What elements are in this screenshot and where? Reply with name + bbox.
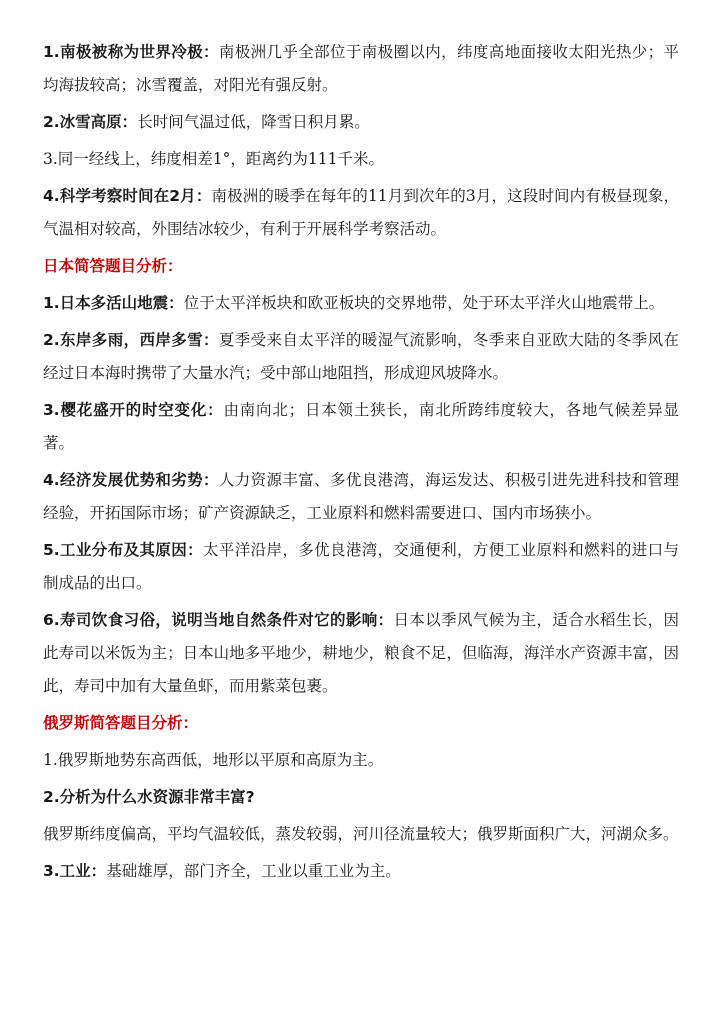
paragraph-text: 1.俄罗斯地势东高西低，地形以平原和高原为主。 — [43, 751, 384, 769]
paragraph-text: 南极洲的暖季在每年的11月到次年的3月，这段时间内有极昼现象，气温相对较高，外围结冰较少，有利于开展科学考察活动。 — [43, 187, 679, 238]
section-heading-japan: 日本简答题目分析： — [43, 257, 183, 275]
paragraph-lead: 4.科学考察时间在2月： — [43, 187, 212, 205]
paragraph-lead: 2.分析为什么水资源非常丰富? — [43, 788, 255, 806]
paragraph-text: 日本以季风气候为主，适合水稻生长，因此寿司以米饭为主；日本山地多平地少，耕地少，粮食不足，但临海，海洋水产资源丰富，因此，寿司中加有大量鱼虾，而用紫菜包裹。 — [43, 611, 679, 695]
paragraph-text: 俄罗斯纬度偏高，平均气温较低，蒸发较弱，河川径流量较大；俄罗斯面积广大，河湖众多。 — [43, 825, 679, 843]
paragraph-text: 人力资源丰富、多优良港湾，海运发达、积极引进先进科技和管理经验，开拓国际市场；矿产资源缺乏，工业原料和燃料需要进口、国内市场狭小。 — [43, 471, 679, 522]
document-body — [43, 36, 679, 892]
paragraph-lead: 1.日本多活山地震： — [43, 294, 184, 312]
paragraph — [43, 744, 679, 777]
section-heading-russia: 俄罗斯简答题目分析： — [43, 714, 199, 732]
paragraph-text: 太平洋沿岸，多优良港湾，交通便利，方便工业原料和燃料的进口与制成品的出口。 — [43, 541, 679, 592]
paragraph-text: 位于太平洋板块和欧亚板块的交界地带，处于环太平洋火山地震带上。 — [183, 294, 665, 312]
paragraph-lead: 6.寿司饮食习俗，说明当地自然条件对它的影响： — [43, 611, 394, 629]
paragraph — [43, 534, 679, 600]
paragraph — [43, 818, 679, 851]
paragraph-lead: 3.樱花盛开的时空变化： — [43, 401, 224, 419]
paragraph-text: 3.同一经线上，纬度相差1°，距离约为111千米。 — [43, 150, 384, 168]
paragraph — [43, 180, 679, 246]
paragraph — [43, 604, 679, 703]
paragraph — [43, 781, 679, 814]
paragraph — [43, 287, 679, 320]
paragraph-lead: 4.经济发展优势和劣势： — [43, 471, 219, 489]
paragraph — [43, 855, 679, 888]
paragraph-lead: 2.冰雪高原： — [43, 113, 138, 131]
paragraph — [43, 106, 679, 139]
paragraph-text: 基础雄厚，部门齐全，工业以重工业为主。 — [106, 862, 401, 880]
paragraph-text: 夏季受来自太平洋的暖湿气流影响，冬季来自亚欧大陆的冬季风在经过日本海时携带了大量水汽；受中部山地阻挡，形成迎风坡降水。 — [43, 331, 679, 382]
paragraph — [43, 36, 679, 102]
paragraph-text: 南极洲几乎全部位于南极圈以内，纬度高地面接收太阳光热少；平均海拔较高；冰雪覆盖，对阳光有强反射。 — [43, 43, 679, 94]
paragraph-lead: 3.工业： — [43, 862, 107, 880]
paragraph-lead: 1.南极被称为世界冷极： — [43, 43, 219, 61]
paragraph — [43, 324, 679, 390]
paragraph — [43, 143, 679, 176]
paragraph — [43, 394, 679, 460]
paragraph-text: 由南向北；日本领土狭长，南北所跨纬度较大，各地气候差异显著。 — [43, 401, 679, 452]
paragraph-text: 长时间气温过低，降雪日积月累。 — [137, 113, 370, 131]
paragraph-lead: 2.东岸多雨，西岸多雪： — [43, 331, 219, 349]
paragraph — [43, 464, 679, 530]
paragraph-lead: 5.工业分布及其原因： — [43, 541, 203, 559]
